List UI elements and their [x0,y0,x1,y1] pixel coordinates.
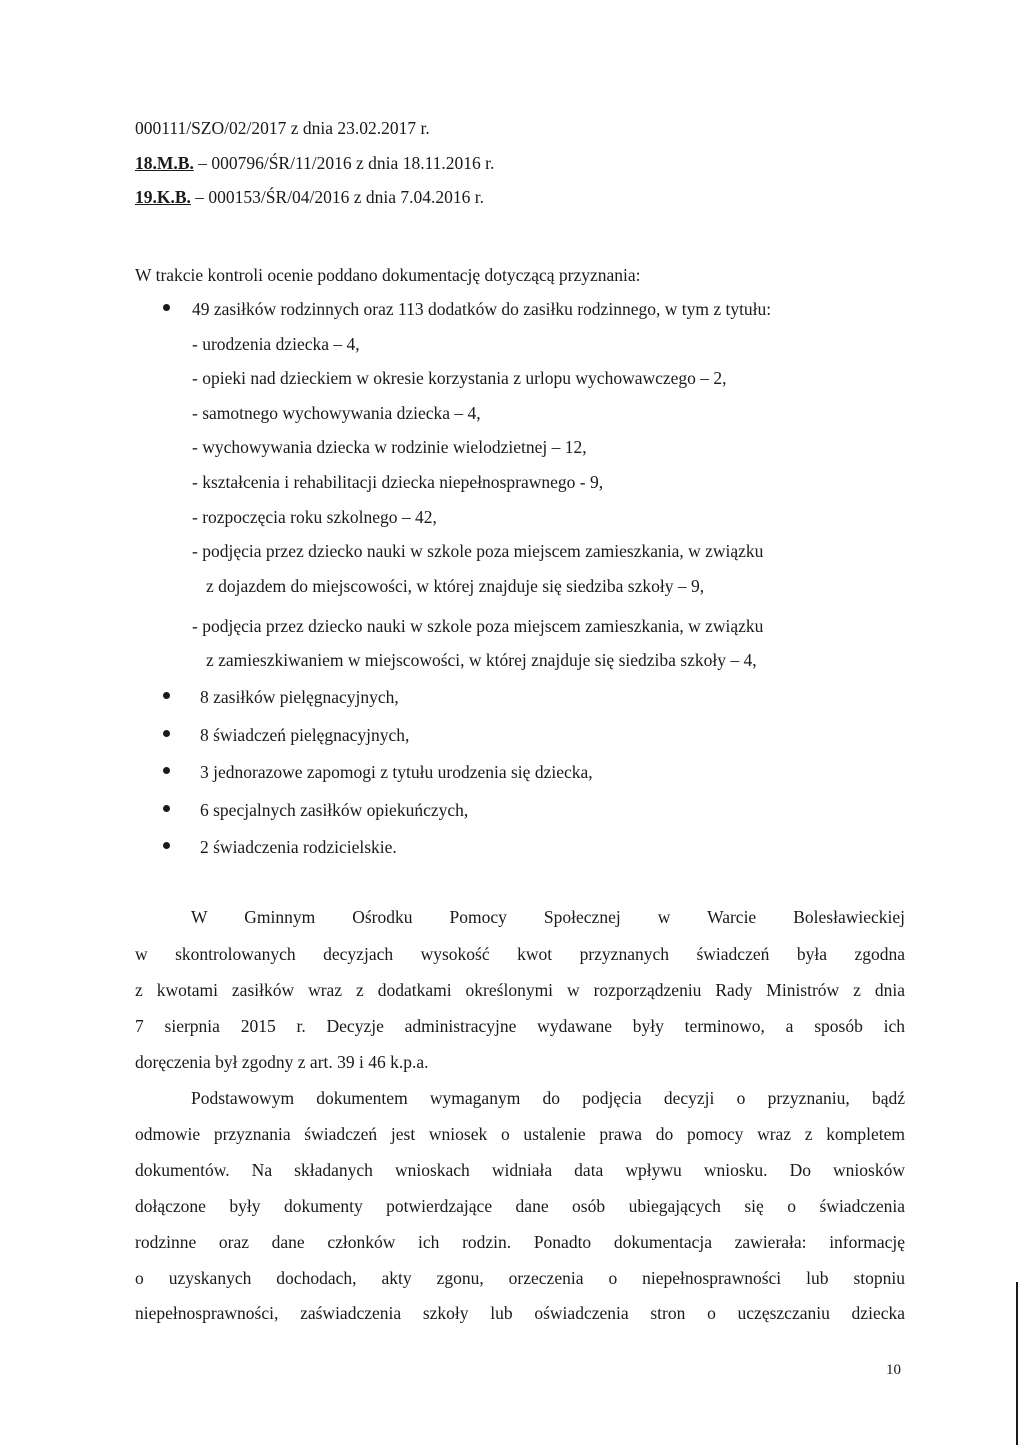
sub-item: - wychowywania dziecka w rodzinie wielodzietnej – 12, [192,437,587,457]
reference-initials: 19.K.B. [135,187,191,207]
reference-line-1: 000111/SZO/02/2017 z dnia 23.02.2017 r. [135,118,430,138]
page-number: 10 [886,1362,901,1378]
bullet-main: 49 zasiłków rodzinnych oraz 113 dodatków do zasiłku rodzinnego, w tym z tytułu: [192,299,772,319]
bullet-item: 8 zasiłków pielęgnacyjnych, [200,687,399,707]
paragraph-2-line: o uzyskanych dochodach, akty zgonu, orzeczenia o niepełnosprawności lub stopniu [135,1268,905,1288]
paragraph-1-line: z kwotami zasiłków wraz z dodatkami określonymi w rozporządzeniu Rady Ministrów z dnia [135,980,905,1000]
bullet-item: 6 specjalnych zasiłków opiekuńczych, [200,800,469,820]
paragraph-2-line: odmowie przyznania świadczeń jest wniosek o ustalenie prawa do pomocy wraz z kompletem [135,1124,905,1144]
reference-line-2: 18.M.B. – 000796/ŚR/11/2016 z dnia 18.11.2016 r. [135,153,495,173]
paragraph-2-line: niepełnosprawności, zaświadczenia szkoły lub oświadczenia stron o uczęszczaniu dziecka [135,1303,905,1323]
sub-item: - rozpoczęcia roku szkolnego – 42, [192,507,437,527]
sub-item-continuation: z dojazdem do miejscowości, w której znajduje się siedziba szkoły – 9, [206,576,705,596]
sub-item: - podjęcia przez dziecko nauki w szkole poza miejscem zamieszkania, w związku [192,616,764,636]
bullet-item: 2 świadczenia rodzicielskie. [200,837,397,857]
sub-item: - samotnego wychowywania dziecka – 4, [192,403,481,423]
reference-initials: 18.M.B. [135,153,194,173]
paragraph-2-line: rodzinne oraz dane członków ich rodzin. Ponadto dokumentacja zawierała: informację [135,1232,905,1252]
bullet-icon [163,842,170,849]
sub-item: - urodzenia dziecka – 4, [192,334,360,354]
paragraph-1-line: doręczenia był zgodny z art. 39 i 46 k.p.a. [135,1052,429,1072]
reference-line-3: 19.K.B. – 000153/ŚR/04/2016 z dnia 7.04.2016 r. [135,187,485,207]
sub-item-continuation: z zamieszkiwaniem w miejscowości, w której znajduje się siedziba szkoły – 4, [206,650,757,670]
sub-item: - podjęcia przez dziecko nauki w szkole poza miejscem zamieszkania, w związku [192,541,764,561]
intro-text: W trakcie kontroli ocenie poddano dokumentację dotyczącą przyznania: [135,265,641,285]
scan-edge-line [1016,1282,1018,1445]
paragraph-1-line: 7 sierpnia 2015 r. Decyzje administracyjne wydawane były terminowo, a sposób ich [135,1016,905,1036]
paragraph-1-line: W Gminnym Ośrodku Pomocy Społecznej w Warcie Bolesławieckiej [191,907,905,927]
sub-item: - opieki nad dzieckiem w okresie korzystania z urlopu wychowawczego – 2, [192,368,727,388]
paragraph-2-line: Podstawowym dokumentem wymaganym do podjęcia decyzji o przyznaniu, bądź [191,1088,905,1108]
paragraph-2-line: dołączone były dokumenty potwierdzające dane osób ubiegających się o świadczenia [135,1196,905,1216]
bullet-icon [163,767,170,774]
paragraph-1-line: w skontrolowanych decyzjach wysokość kwot przyznanych świadczeń była zgodna [135,944,905,964]
sub-item: - kształcenia i rehabilitacji dziecka niepełnosprawnego - 9, [192,472,604,492]
bullet-icon [163,304,170,311]
bullet-item: 8 świadczeń pielęgnacyjnych, [200,725,410,745]
bullet-icon [163,805,170,812]
bullet-icon [163,692,170,699]
bullet-icon [163,730,170,737]
bullet-item: 3 jednorazowe zapomogi z tytułu urodzenia się dziecka, [200,762,593,782]
paragraph-2-line: dokumentów. Na składanych wnioskach widniała data wpływu wniosku. Do wniosków [135,1160,905,1180]
